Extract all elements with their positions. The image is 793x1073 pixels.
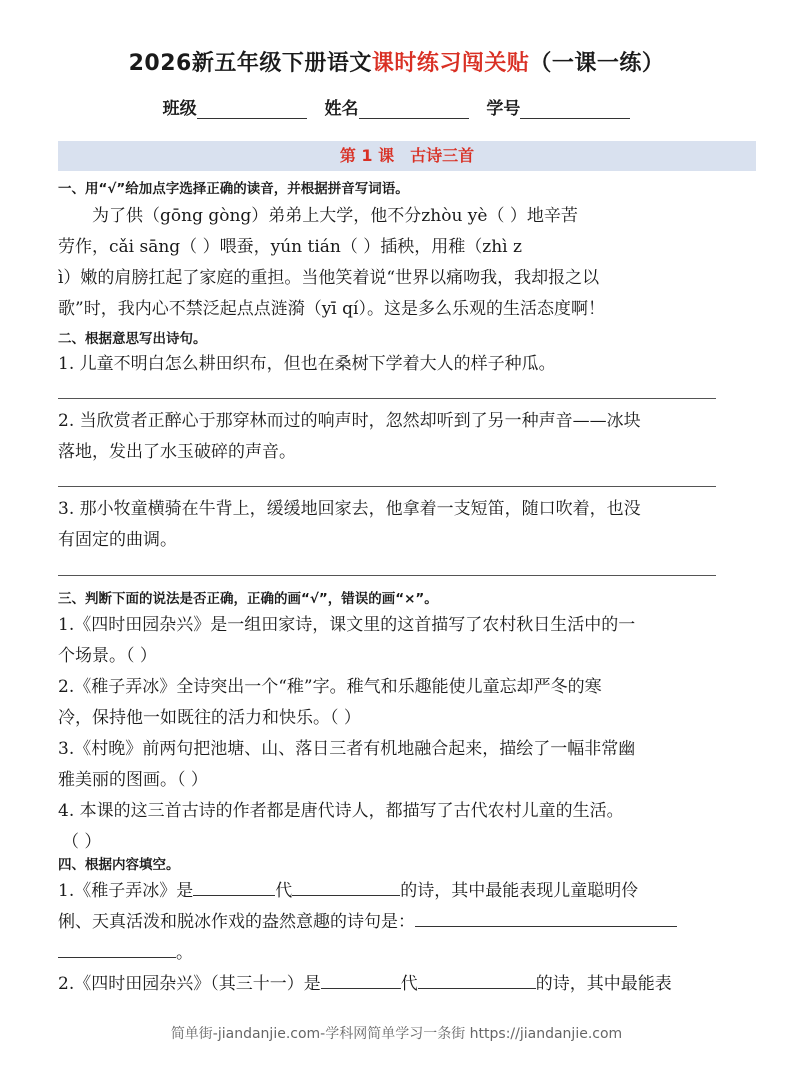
section1-line-3: ì）嫩的肩膀扛起了家庭的重担。当他笑着说“世界以痛吻我，我却报之以 [58, 268, 600, 288]
name-blank[interactable] [359, 100, 469, 119]
blank-poet-1[interactable] [292, 877, 400, 896]
blank-poet-2[interactable] [418, 970, 536, 989]
section2-q1: 1. 儿童不明白怎么耕田织布，但也在桑树下学着大人的样子种瓜。 [58, 354, 556, 374]
class-field [163, 94, 307, 119]
section1-line-2: 劳作，cǎi sāng（ ）喂蚕，yún tián（ ）插秧，用稚（zhì z [58, 237, 522, 257]
section1-heading: 一、用“√”给加点字选择正确的读音，并根据拼音写词语。 [58, 181, 409, 197]
name-field [325, 94, 469, 119]
answer-line-q3[interactable] [58, 575, 716, 576]
section3-q3-line-1: 3.《村晚》前两句把池塘、山、落日三者有机地融合起来，描绘了一幅非常幽 [58, 739, 636, 759]
title-highlight: 课时练习闯关贴 [371, 51, 530, 76]
section4-q1-text-c: 的诗，其中最能表现儿童聪明伶 [400, 881, 639, 901]
section4-q1-end: 。 [176, 943, 193, 963]
section4-q2-text-b: 代 [400, 974, 418, 994]
section3-q2-line-2: 冷，保持他一如既往的活力和快乐。（ ） [58, 708, 361, 728]
section4-heading: 四、根据内容填空。 [58, 857, 180, 873]
name-label: 姓名 [324, 99, 359, 119]
section2-q3-line-1: 3. 那小牧童横骑在牛背上，缓缓地回家去，他拿着一支短笛，随口吹着，也没 [58, 499, 641, 519]
section4-q1-text-l2: 俐、天真活泼和脱冰作戏的盎然意趣的诗句是： [58, 912, 415, 932]
section4-q2-text-c: 的诗，其中最能表 [535, 974, 672, 994]
lesson-number: 第 1 课 [339, 146, 395, 165]
class-blank[interactable] [197, 100, 307, 119]
section2-q2-line-2: 落地，发出了水玉破碎的声音。 [58, 442, 296, 462]
id-field [486, 94, 630, 119]
section1-line-4: 歌”时，我内心不禁泛起点点涟漪（yī qí）。这是多么乐观的生活态度啊！ [58, 299, 605, 319]
section4-q1-line-2 [58, 907, 748, 938]
section2-heading: 二、根据意思写出诗句。 [58, 331, 207, 347]
section4-q2-line-1 [58, 969, 748, 1000]
section4-q1-line-1 [58, 876, 748, 907]
section2-q2-line-1: 2. 当欣赏者正醉心于那穿林而过的响声时，忽然却听到了另一种声音——冰块 [58, 411, 641, 431]
title-suffix: （一课一练） [529, 51, 665, 76]
section4-q1-text-a: 1.《稚子弄冰》是 [58, 881, 194, 901]
blank-dynasty-1[interactable] [193, 877, 275, 896]
answer-line-q2[interactable] [58, 486, 716, 487]
section4-q1-text-b: 代 [275, 881, 293, 901]
section3-q3-line-2: 雅美丽的图画。（ ） [58, 770, 208, 790]
section4-q1-line-3 [58, 938, 748, 969]
section2-q3-line-2: 有固定的曲调。 [58, 530, 177, 550]
title-prefix: 2026新五年级下册语文 [128, 51, 372, 76]
blank-verse-1a[interactable] [415, 908, 677, 927]
section3-q4-line-1: 4. 本课的这三首古诗的作者都是唐代诗人，都描写了古代农村儿童的生活。 [58, 801, 624, 821]
footer-watermark: 简单街-jiandanjie.com-学科网简单学习一条街 https://jiandanjie.com [170, 1026, 623, 1042]
lesson-heading-bar [58, 141, 756, 171]
section3-q4-line-2: （ ） [62, 832, 102, 852]
section4-q2-text-a: 2.《四时田园杂兴》（其三十一）是 [58, 974, 321, 994]
section3-q1-line-2: 个场景。（ ） [58, 646, 157, 666]
page-title [0, 46, 793, 77]
id-label: 学号 [486, 99, 521, 119]
lesson-name: 古诗三首 [410, 146, 475, 165]
section1-line-1: 为了供（gōng gòng）弟弟上大学，他不分zhòu yè（ ）地辛苦 [92, 206, 578, 226]
answer-line-q1[interactable] [58, 398, 716, 399]
section3-q2-line-1: 2.《稚子弄冰》全诗突出一个“稚”字。稚气和乐趣能使儿童忘却严冬的寒 [58, 677, 602, 697]
class-label: 班级 [162, 99, 197, 119]
student-info-row [0, 94, 793, 119]
section3-heading: 三、判断下面的说法是否正确，正确的画“√”，错误的画“×”。 [58, 591, 438, 607]
id-blank[interactable] [520, 100, 630, 119]
blank-dynasty-2[interactable] [321, 970, 401, 989]
blank-verse-1b[interactable] [58, 939, 176, 958]
section3-q1-line-1: 1.《四时田园杂兴》是一组田家诗，课文里的这首描写了农村秋日生活中的一 [58, 615, 636, 635]
